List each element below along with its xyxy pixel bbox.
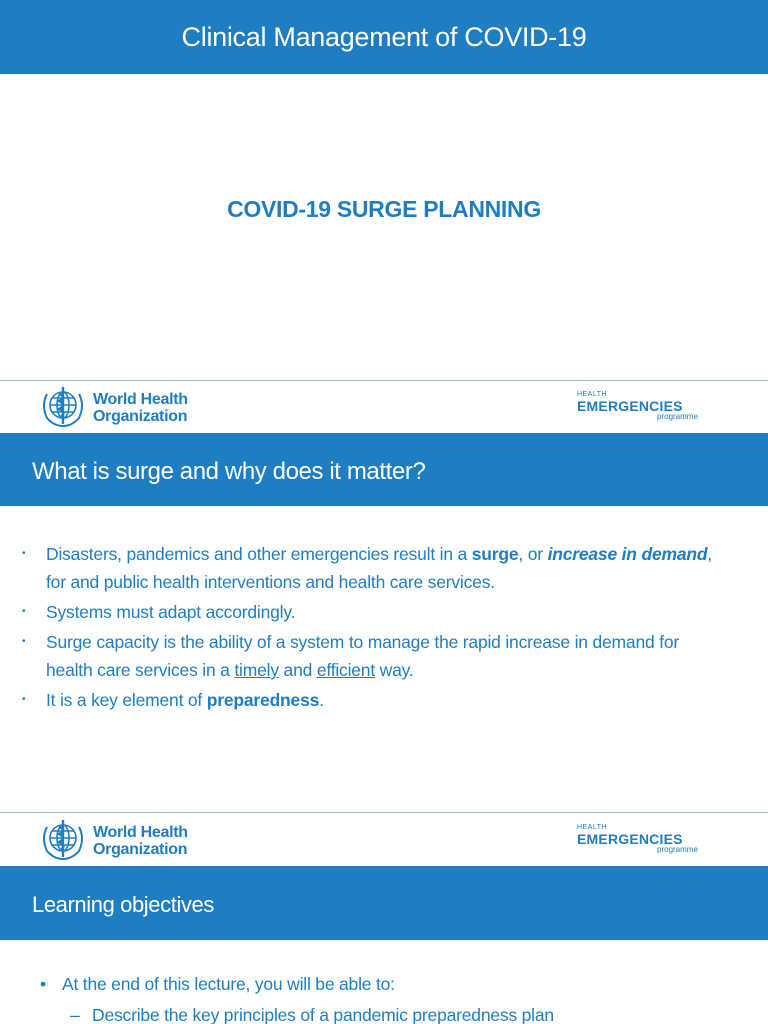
slide1-subtitle: COVID-19 SURGE PLANNING [227, 196, 541, 222]
who-line2: Organization [93, 841, 188, 858]
bullet-emphasis: preparedness [206, 690, 320, 710]
who-line1: World Health [93, 391, 188, 408]
health-emergencies-logo [577, 391, 717, 427]
who-emblem-icon [38, 382, 88, 428]
bullet-text: Systems must adapt accordingly. [46, 602, 296, 622]
slide1-header-bar [0, 0, 768, 74]
bullet-text: Surge capacity is the ability of a system to manage the rapid increase in demand for health care services in a [46, 632, 679, 680]
who-line2: Organization [93, 408, 188, 425]
bullet-emphasis: timely [234, 660, 279, 680]
bullet-dot-icon: • [40, 974, 46, 994]
hep-bottom-text: programme [657, 845, 698, 854]
bullet-dot-icon: • [22, 694, 26, 705]
list-item [0, 540, 768, 596]
who-wordmark [93, 391, 188, 425]
slide2-header-bar [0, 433, 768, 506]
bullet-emphasis: efficient [316, 660, 376, 680]
slide2-heading: What is surge and why does it matter? [32, 458, 426, 485]
hep-bottom-text: programme [657, 412, 698, 421]
who-emblem-icon [38, 815, 88, 861]
hep-main-text: EMERGENCIES [577, 831, 683, 847]
list-item [0, 598, 768, 626]
bullet-text: Describe the key principles of a pandemic preparedness plan [92, 1005, 554, 1024]
who-wordmark [93, 824, 188, 858]
list-item [0, 686, 768, 714]
bullet-dot-icon: • [22, 636, 26, 647]
bullet-text: . [319, 690, 324, 710]
slide1-divider [0, 380, 768, 381]
bullet-text: At the end of this lecture, you will be able to: [62, 974, 395, 994]
bullet-text: and [278, 660, 317, 680]
bullet-emphasis: surge [471, 544, 519, 564]
slide2-divider [0, 812, 768, 813]
bullet-dot-icon: • [22, 548, 26, 559]
hep-top-text: HEALTH [577, 391, 608, 398]
bullet-text: It is a key element of [46, 690, 207, 710]
hep-main-text: EMERGENCIES [577, 398, 683, 414]
bullet-text: , or [518, 544, 548, 564]
slide3-heading: Learning objectives [32, 892, 214, 917]
bullet-dash-icon: – [70, 1005, 80, 1024]
bullet-emphasis: increase in demand [547, 544, 708, 564]
who-logo [38, 382, 238, 430]
list-item [70, 1001, 554, 1024]
slide3-header-bar [0, 866, 768, 940]
hep-top-text: HEALTH [577, 824, 608, 831]
list-item [40, 970, 395, 998]
bullet-text: way. [375, 660, 414, 680]
slide2-bullet-list [0, 540, 768, 716]
health-emergencies-logo [577, 824, 717, 860]
slide1-header-title: Clinical Management of COVID-19 [181, 22, 587, 52]
list-item [0, 628, 768, 684]
bullet-dot-icon: • [22, 606, 26, 617]
who-line1: World Health [93, 824, 188, 841]
who-logo [38, 815, 238, 863]
bullet-text: Disasters, pandemics and other emergencies result in a [46, 544, 472, 564]
bullet-text: , for and public health interventions and health care services. [46, 544, 713, 592]
